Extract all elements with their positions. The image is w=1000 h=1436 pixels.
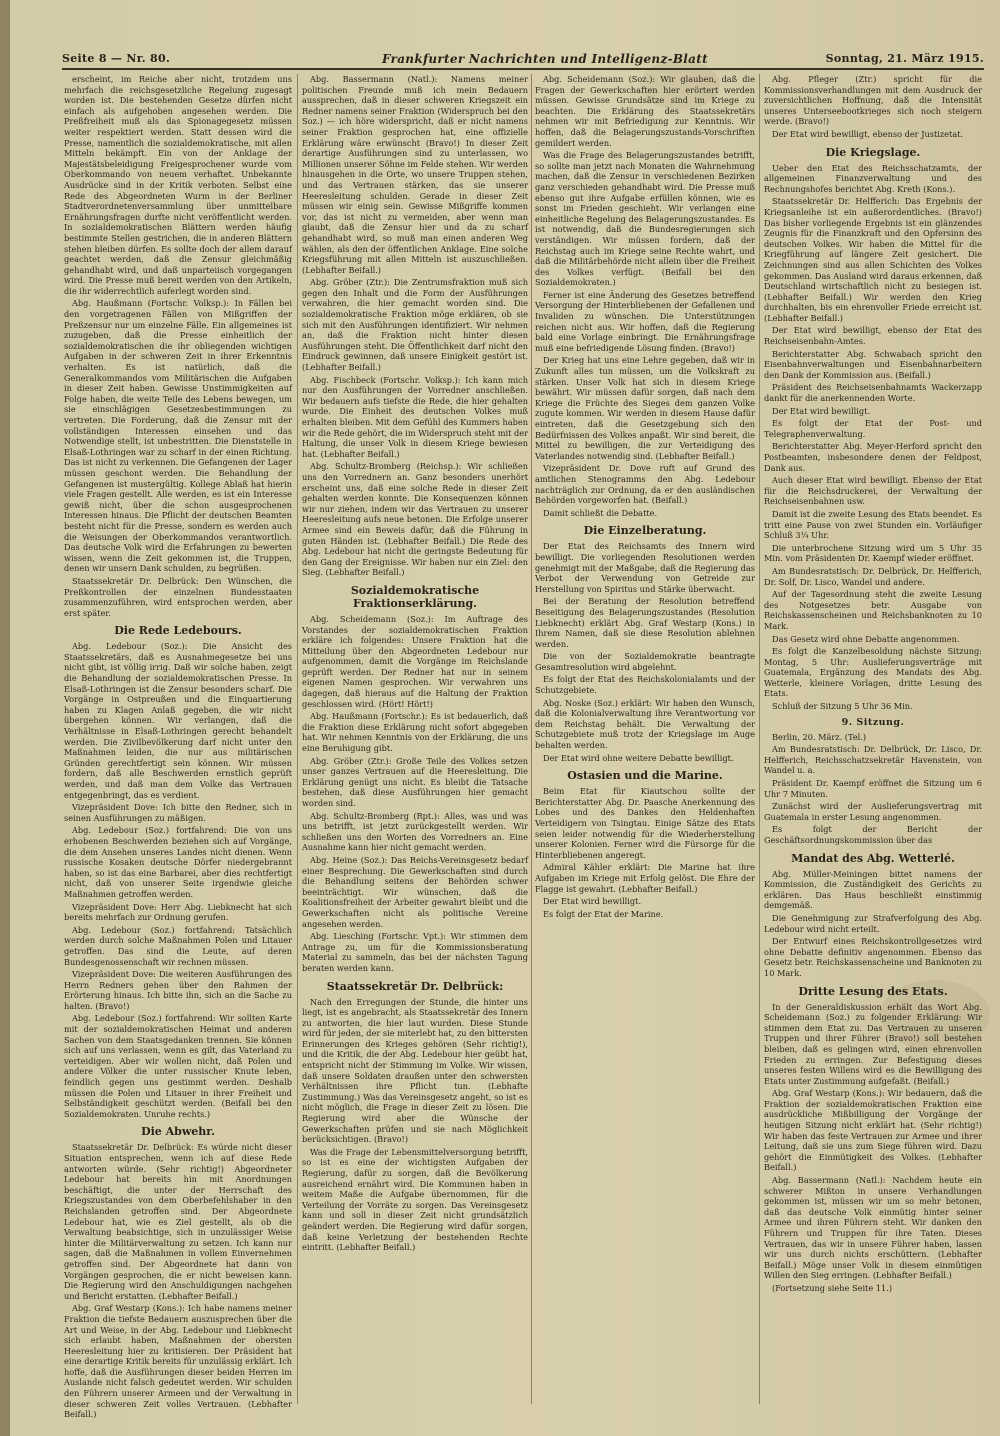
article-paragraph: Präsident Dr. Kaempf eröffnet die Sitzung um 6 Uhr 7 Minuten. [764,778,982,799]
article-paragraph: Der Krieg hat uns eine Lehre gegeben, daß wir in Zukunft alles tun müssen, um die Volkskraft zu stärken. Unser Volk hat sich in diesem Kriege bewährt. Wir müssen dafür sorgen, daß nach dem Kriege die Früchte des Sieges dem ganzen Volke zugute kommen. Wir werden in diesem Hause dafür eintreten, daß die Gesetzgebung sich den Bedürfnissen des Volkes anpaßt. Wir sind bereit, die Mittel zu bewilligen, die zur Verteidigung des Vaterlandes notwendig sind. (Lebhafter Beifall.) [535,355,755,461]
article-paragraph: Es folgt der Bericht der Geschäftsordnungskommission über das [764,824,982,845]
article-paragraph: Abg. Liesching (Fortschr. Vpt.): Wir stimmen dem Antrage zu, um für die Kommissionsberatung Material zu sammeln, das bei der nächsten Tagung beraten werden kann. [302,931,528,973]
article-paragraph: Abg. Ledebour (Soz.) fortfahrend: Wir sollten Karte mit der sozialdemokratischen Heimat und anderen Sachen von dem Staatsgedanken trennen. Sie können sich auf uns verlassen, wenn es gilt, das Vaterland zu verteidigen. Aber wir wollen nicht, daß Polen und andere Völker die unter russischer Knute leben, feindlich gegen uns gestimmt werden. Deshalb müssen die Polen und Litauer in ihrer Freiheit und Selbständigkeit geschützt werden. (Beifall bei den Sozialdemokraten. Unruhe rechts.) [64,1013,292,1119]
article-paragraph: Abg. Ledebour (Soz.) fortfahrend: Tatsächlich werden durch solche Maßnahmen Polen und Litauer getroffen. Das sind die Leute, auf deren Bundesgenossenschaft wir rechnen müssen. [64,924,292,967]
article-paragraph: Ferner ist eine Änderung des Gesetzes betreffend Versorgung der Hinterbliebenen der Gefallenen und Invaliden zu wünschen. Die Unterstützungen reichen nicht aus. Wir hoffen, daß die Regierung bald eine Vorlage einbringt. Die Ernährungsfrage muß eine befriedigende Lösung finden. (Bravo!) [535,289,755,353]
article-paragraph: Es folgt der Etat der Post- und Telegraphenverwaltung. [764,418,982,439]
article-paragraph: Berlin, 20. März. (Tel.) [772,731,867,742]
article-paragraph: Was die Frage des Belagerungszustandes betrifft, so sollte man jetzt nach Monaten die Wahrnehmung machen, daß die Zensur in verschiedenen Bezirken ganz verschieden gehandhabt wird. Die Presse muß ebenso gut ihre Aufgabe erfüllen können, wie es sonst im Frieden geschieht. Wir verlangen eine einheitliche Regelung des Belagerungszustandes. Es ist notwendig, daß die Bundesregierungen sich verständigen. Wir müssen fordern, daß der Reichstag auch im Kriege seine Rechte wahrt, und daß die Militärbehörde nicht allein über die Freiheit des Volkes verfügt. (Beifall bei den Sozialdemokraten.) [535,150,755,288]
section-heading: Sozialdemokratische Fraktionserklärung. [350,583,480,610]
article-paragraph: Abg. Fischbeck (Fortschr. Volksp.): Ich kann mich nur den Ausführungen der Vorredner anschließen. Wir bedauern aufs tiefste die Rede, die hier gehalten wurde. Die Einheit des deutschen Volkes muß erhalten bleiben. Mit dem Gefühl des Kummers haben wir die Rede gehört, die im Widerspruch steht mit der Haltung, die unser Volk in diesem Kriege bewiesen hat. (Lebhafter Beifall.) [302,374,528,459]
article-paragraph: Abg. Müller-Meiningen bittet namens der Kommission, die Zuständigkeit des Gerichts zu erklären. Das Haus beschließt einstimmig demgemäß. [764,868,982,911]
article-paragraph: erscheint, im Reiche aber nicht, trotzdem uns mehrfach die reichsgesetzliche Regelung zugesagt worden ist. Die bestehenden Gesetze dürfen nicht einfach als aufgehoben angesehen werden. Die Preßfreiheit muß als das Spionagegesetz müssen weiter respektiert werden. Statt dessen wird die Presse, namentlich die sozialdemokratische, mit allen Mitteln bekämpft. Ein von der Anklage der Majestätsbeleidigung Freigesprochener wurde vom Oberkommando von neuem verhaftet. Unbekannte Ausdrücke sind in der Kritik verboten. Selbst eine Rede des Abgeordneten Wurm in der Berliner Stadtverordnetenversammlung über unmittelbare Ernährungsfragen durfte nicht veröffentlicht werden. In sozialdemokratischen Blättern werden häufig bestimmte Stellen gestrichen, die in anderen Blättern stehen bleiben dürfen. Es sollte doch der allem darauf geachtet werden, daß die Zensur gleichmäßig gehandhabt wird, und daß unparteiisch vorgegangen wird. Die Presse muß bereit werden von den Artikeln, die ihr widerrechtlich auferlegt worden sind. [64,74,292,296]
article-paragraph: Der Etat wird bewilligt. [543,896,642,907]
article-paragraph: Auch dieser Etat wird bewilligt. Ebenso der Etat für die Reichsdruckerei, der Verwaltung der Reichseisenbahnen usw. [764,475,982,507]
article-paragraph: Abg. Bassermann (Natl.): Nachdem heute ein schwerer Mißton in unsere Verhandlungen gekommen ist, müssen wir um so mehr betonen, daß das deutsche Volk einmütig hinter seiner Armee und ihren Führern steht. Wir danken den Führern und Truppen für ihre Taten. Dieses Vertrauen, das wir in unsere Führer haben, lassen wir uns durch nichts erschüttern. (Lebhafter Beifall.) Möge unser Volk in diesem einmütigen Willen den Sieg erringen. (Lebhafter Beifall.) [764,1175,982,1281]
article-paragraph: Zunächst wird der Auslieferungsvertrag mit Guatemala in erster Lesung angenommen. [764,801,982,822]
article-paragraph: Beim Etat für Kiautschou sollte der Berichterstatter Abg. Dr. Paasche Anerkennung des Lobes und des Dankes den Heldenhaften Verteidigern von Tsingtau. Einige Sätze des Etats seien leider notwendig für die Wiederherstellung unserer Kolonien. Ferner wird die Fürsorge für die Hinterbliebenen angeregt. [535,786,755,860]
article-paragraph: Abg. Schultz-Bromberg (Reichsp.): Wir schließen uns den Vorrednern an. Ganz besonders unerhört erscheint uns, daß eine solche Rede in dieser Zeit gehalten werden konnte. Die Konsequenzen können wir nur ziehen, indem wir das Vertrauen zu unserer Heeresleitung aufs neue betonen. Die Erfolge unserer Armee sind ein Beweis dafür, daß die Führung in guten Händen ist. (Lebhafter Beifall.) Die Rede des Abg. Ledebour hat nicht die geringste Bedeutung für den Gang der Ereignisse. Wir haben nur ein Ziel: den Sieg. (Lebhafter Beifall.) [302,461,528,578]
section-heading: Ostasien und die Marine. [567,769,723,783]
issue-date: Sonntag, 21. März 1915. [825,52,984,65]
page-binding-edge [0,0,10,1436]
column-divider [297,74,298,1404]
column-divider [759,74,760,1404]
article-paragraph: Der Etat des Reichsamts des Innern wird bewilligt. Die vorliegenden Resolutionen werden genehmigt mit der Maßgabe, daß die Regierung das Verbot der Verwendung von Getreide zur Herstellung von Spiritus und Stärke überwacht. [535,541,755,594]
text-column-4 [764,74,982,1404]
article-paragraph: Berichterstatter Abg. Meyer-Herford spricht den Postbeamten, insbesondere denen der Feldpost, Dank aus. [764,441,982,473]
article-paragraph: Abg. Schultz-Bromberg (Rpt.): Alles, was und was uns betrifft, ist jetzt zurückgestellt werden. Wir schließen uns den Worten des Vorredners an. Eine Ausnahme kann hier nicht gemacht werden. [302,810,528,853]
article-paragraph: Abg. Haußmann (Fortschr.): Es ist bedauerlich, daß die Fraktion diese Erklärung nicht sofort abgegeben hat. Wir nehmen Kenntnis von der Erklärung, die uns eine Beruhigung gibt. [302,711,528,754]
article-paragraph: Abg. Gröber (Ztr.): Die Zentrumsfraktion muß sich gegen den Inhalt und die Form der Ausführungen verwahren, die hier gemacht worden sind. Die sozialdemokratische Fraktion möge erklären, ob sie sich mit den Ausführungen identifiziert. Wir nehmen an, daß die Fraktion nicht hinter diesen Ausführungen steht. Die Öffentlichkeit darf nicht den Eindruck gewinnen, daß unsere Einigkeit gestört ist. (Lebhafter Beifall.) [302,277,528,373]
article-paragraph: Der Etat wird bewilligt. [772,405,871,416]
article-paragraph: Das Gesetz wird ohne Debatte angenommen. [772,633,960,644]
article-paragraph: Es folgt der Etat der Marine. [543,908,664,919]
article-paragraph: (Fortsetzung siehe Seite 11.) [772,1282,893,1293]
article-paragraph: Berichterstatter Abg. Schwabach spricht den Eisenbahnverwaltungen und Eisenbahnarbeitern den Dank der Kommission aus. (Beifall.) [764,348,982,380]
article-paragraph: Die unterbrochene Sitzung wird um 5 Uhr 35 Min. vom Präsidenten Dr. Kaempf wieder eröffnet. [764,542,982,564]
section-heading: 9. Sitzung. [841,716,905,728]
article-paragraph: Admiral Kähler erklärt: Die Marine hat ihre Aufgaben im Kriege mit Erfolg gelöst. Die Ehre der Flagge ist gewahrt. (Lebhafter Beifall.) [535,862,755,894]
article-paragraph: Präsident des Reichseisenbahnamts Wackerzapp dankt für die anerkennenden Worte. [764,382,982,404]
section-heading: Staatssekretär Dr. Delbrück: [326,979,504,993]
masthead [62,52,984,68]
article-paragraph: Es folgt die Kanzelbesoldung nächste Sitzung: Montag, 5 Uhr: Auslieferungsverträge mit Guatemala, Ergänzung des Mandats des Abg. Wetterle, kleinere Vorlagen, dritte Lesung des Etats. [764,646,982,699]
article-paragraph: Die von der Sozialdemokratie beantragte Gesamtresolution wird abgelehnt. [535,651,755,672]
article-paragraph: Abg. Graf Westarp (Kons.): Wir bedauern, daß die Fraktion der sozialdemokratischen Fraktion eine ausdrückliche Mißbilligung der Vorgänge der heutigen Sitzung nicht erklärt hat. (Sehr richtig!) Wir haben das feste Vertrauen zur Armee und ihrer Leitung, daß sie uns zum Siege führen wird. Dazu gehört die Einmütigkeit des Volkes. (Lebhafter Beifall.) [764,1088,982,1173]
article-paragraph: Abg. Pfleger (Ztr.) spricht für die Kommissionsverhandlungen mit dem Ausdruck der zuversichtlichen Hoffnung, daß die Intensität unseres Unterseebootkrieges sich noch steigern werde. (Bravo!) [764,74,982,127]
article-paragraph: Vizepräsident Dove: Die weiteren Ausführungen des Herrn Redners gehen über den Rahmen der Erörterung hinaus. Ich bitte ihn, sich an die Sache zu halten. (Bravo!) [64,969,292,1011]
article-paragraph: Abg. Noske (Soz.) erklärt: Wir haben den Wunsch, daß die Kolonialverwaltung ihre Verantwortung vor dem Reichstag behält. Die Verwaltung der Schutzgebiete muß trotz der Kriegslage im Auge behalten werden. [535,697,755,751]
article-paragraph: Vizepräsident Dove: Ich bitte den Redner, sich in seinen Ausführungen zu mäßigen. [64,802,292,823]
article-paragraph: Abg. Bassermann (Natl.): Namens meiner politischen Freunde muß ich mein Bedauern aussprechen, daß in dieser schweren Kriegszeit ein Redner namens seiner Fraktion (Widerspruch bei den Soz.) — ich höre widerspricht, daß er nicht namens seiner Fraktion gesprochen hat, eine offizielle Erklärung wäre erwünscht (Bravo!) In dieser Zeit derartige Ausführungen sind zu unterlassen, wo Millionen unserer Söhne im Felde stehen. Wir werden hinausgehen in die Orte, wo unsere Truppen stehen, und das Vertrauen stärken, das sie unserer Heeresleitung schulden. Gerade in dieser Zeit müssen wir einig sein. Gewisse Mißgriffe kommen vor, das ist nicht zu vermeiden, aber wenn man glaubt, daß die Zensur hier und da zu scharf gehandhabt wird, so muß man einen anderen Weg wählen, als den der öffentlichen Anklage. Eine solche Kriegsführung mit allen Mitteln ist auszuschließen. (Lebhafter Beifall.) [302,74,528,275]
article-paragraph: Der Etat wird bewilligt, ebenso der Etat des Reichseisenbahn-Amtes. [764,325,982,347]
section-heading: Die Kriegslage. [825,145,921,159]
article-paragraph: Der Entwurf eines Reichskontrollgesetzes wird ohne Debatte definitiv angenommen. Ebenso das Gesetz betr. Reichskassenscheine und Banknoten zu 10 Mark. [764,936,982,978]
section-heading: Die Abwehr. [141,1125,215,1139]
column-divider [531,74,532,1404]
section-heading: Mandat des Abg. Wetterlé. [791,851,955,865]
article-paragraph: Damit schließt die Debatte. [543,507,658,518]
text-column-2 [302,74,528,1404]
article-paragraph: Nach den Erregungen der Stunde, die hinter uns liegt, ist es angebracht, als Staatssekretär des Innern zu antworten, die hier laut wurden. Diese Stunde wird für jeden, der sie miterlebt hat, zu den bittersten Erinnerungen des Krieges gehören (Sehr richtig!), und die Kritik, die der Abg. Ledebour hier geübt hat, entspricht nicht der Stimmung im Volke. Wir wissen, daß unsere Soldaten draußen unter den schwersten Verhältnissen ihre Pflicht tun. (Lebhafte Zustimmung.) Was das Vereinsgesetz angeht, so ist es nicht möglich, die Frage in dieser Zeit zu lösen. Die Regierung wird aber die Wünsche der Gewerkschaften prüfen und sie nach Möglichkeit berücksichtigen. (Bravo!) [302,996,528,1145]
article-paragraph: Es folgt der Etat des Reichskolonialamts und der Schutzgebiete. [535,674,755,696]
article-paragraph: Schluß der Sitzung 5 Uhr 36 Min. [772,701,913,712]
article-paragraph: Ueber den Etat des Reichsschatzamts, der allgemeinen Finanzverwaltung und des Rechnungshofes berichtet Abg. Kreth (Kons.). [764,162,982,194]
article-paragraph: Abg. Ledebour (Soz.) fortfahrend: Die von uns erhobenen Beschwerden beziehen sich auf Vorgänge, die dem Ansehen unseres Landes nicht dienen. Wenn russische Kosaken deutsche Dörfer niedergebrannt haben, so ist das eine Barbarei, aber dies rechtfertigt nicht, daß von unserer Seite irgendwie gleiche Maßnahmen getroffen werden. [64,825,292,899]
masthead-rule [62,68,984,70]
article-paragraph: Die Genehmigung zur Strafverfolgung des Abg. Ledebour wird nicht erteilt. [764,912,982,934]
newspaper-title: Frankfurter Nachrichten und Intelligenz-Blatt [382,52,708,66]
article-paragraph: Abg. Scheidemann (Soz.): Wir glauben, daß die Fragen der Gewerkschaften hier erörtert werden müssen. Gewisse Grundsätze sind im Kriege zu beachten. Die Erklärung des Staatssekretärs nehmen wir mit Befriedigung zur Kenntnis. Wir hoffen, daß die Belagerungszustands-Vorschriften gemildert werden. [535,74,755,148]
article-paragraph: In der Generaldiskussion erhält das Wort Abg. Scheidemann (Soz.) zu folgender Erklärung: Wir stimmen dem Etat zu. Das Vertrauen zu unseren Truppen und ihrer Führer (Bravo!) soll bestehen bleiben, daß es gelingen wird, einen ehrenvollen Frieden zu erringen. Zur Befestigung dieses unseres festen Willens wird es die Bewilligung des Etats unter Zustimmung aufgefaßt. (Beifall.) [764,1001,982,1086]
article-paragraph: Abg. Gröber (Ztr.): Große Teile des Volkes setzen unser ganzes Vertrauen auf die Heeresleitung. Die Erklärung genügt uns nicht. Es bleibt die Tatsache bestehen, daß diese Ausführungen hier gemacht worden sind. [302,755,528,808]
article-paragraph: Staatssekretär Dr. Helfferich: Das Ergebnis der Kriegsanleihe ist ein außerordentliches. (Bravo!) Das bisher vorliegende Ergebnis ist ein glänzendes Zeugnis für die Finanzkraft und den Opfersinn des deutschen Volkes. Wir haben die Mittel für die Kriegführung auf längere Zeit gesichert. Die Zeichnungen sind aus allen Schichten des Volkes gekommen. Das Ausland wird daraus erkennen, daß Deutschland wirtschaftlich nicht zu besiegen ist. (Lebhafter Beifall.) Wir werden den Krieg durchhalten, bis ein ehrenvoller Friede erreicht ist. (Lebhafter Beifall.) [764,196,982,323]
article-paragraph: Damit ist die zweite Lesung des Etats beendet. Es tritt eine Pause von zwei Stunden ein. Vorläufiger Schluß 3¼ Uhr. [764,508,982,541]
article-paragraph: Vizepräsident Dove: Herr Abg. Liebknecht hat sich bereits mehrfach zur Ordnung gerufen. [64,901,292,923]
article-paragraph: Was die Frage der Lebensmittelversorgung betrifft, so ist es eine der wichtigsten Aufgaben der Regierung, dafür zu sorgen, daß die Bevölkerung ausreichend ernährt wird. Die Kommunen haben in weitem Maße die Aufgabe übernommen, für die Verteilung der Vorräte zu sorgen. Das Vereinsgesetz kann und soll in dieser Zeit nicht grundsätzlich geändert werden. Die Regierung wird dafür sorgen, daß keine Verletzung der bestehenden Rechte eintritt. (Lebhafter Beifall.) [302,1146,528,1253]
section-heading: Dritte Lesung des Etats. [798,984,948,998]
text-column-3 [535,74,755,1404]
article-paragraph: Der Etat wird ohne weitere Debatte bewilligt. [543,752,734,763]
article-paragraph: Der Etat wird bewilligt, ebenso der Justizetat. [772,128,964,139]
section-heading: Die Rede Ledebours. [114,624,242,638]
article-paragraph: Bei der Beratung der Resolution betreffend Beseitigung des Belagerungszustandes (Resolution Liebknecht) erklärt Abg. Graf Westarp (Kons.) in Ihrem Namen, daß sie diese Resolution ablehnen werden. [535,596,755,649]
article-paragraph: Auf der Tagesordnung steht die zweite Lesung des Notgesetzes betr. Ausgabe von Reichskassenscheinen und Reichsbanknoten zu 10 Mark. [764,589,982,631]
article-paragraph: Staatssekretär Dr. Delbrück: Den Wünschen, die Preßkontrollen der einzelnen Bundesstaaten zusammenzuführen, wird entsprochen werden, aber erst später. [64,575,292,618]
article-paragraph: Abg. Ledebour (Soz.): Die Ansicht des Staatssekretärs, daß es Ausnahmegesetze bei uns nicht gibt, ist völlig irrig. Daß wir solche haben, zeigt die Behandlung der sozialdemokratischen Presse. In Elsaß-Lothringen ist die Zensur besonders scharf. Die Vorgänge in Ostpreußen und die Einquartierung haben zu Klagen Anlaß gegeben, die wir nicht übergehen können. Wir verlangen, daß die Verhältnisse in Elsaß-Lothringen gerecht behandelt werden. Die Zivilbevölkerung darf nicht unter den Maßnahmen leiden, die nur aus militärischen Gründen gerechtfertigt sein können. Wir müssen fordern, daß alle Beschwerden ernstlich geprüft werden, und daß man dem Volke das Vertrauen entgegenbringt, das es verdient. [64,641,292,800]
text-column-1 [64,74,292,1420]
article-paragraph: Abg. Haußmann (Fortschr. Volksp.): In Fällen bei den vorgetragenen Fällen von Mißgriffen der Preßzensur nur um einzelne Fälle. Ein allgemeines ist zuzugeben, daß die Presse einheitlich der sozialdemokratischen die ihr obliegenden wichtigen Aufgaben in der schweren Zeit in ihrer Erkenntnis verhalten. Es ist natürlich, daß die Generalkommandos vom Militärischen die Aufgaben in dieser Zeit haben. Gewisse Unstimmigkeiten auf Folge haben, die weite Teile des Lebens bewegen, um sie einschlägigen Gesetzesbestimmungen zu vertreten. Die Forderung, daß die Zensur mit der vollständigen Interessen einsehen und das Notwendige stellt, ist unbestritten. Die Dienststelle in Elsaß-Lothringen war zu scharf in der einen Richtung. Das ist nicht zu verkennen. Die Gefangenen der Lager müssen geschont werden. Die Behandlung der Gefangenen ist mustergültig. Kollege Ablaß hat hierin viele Fragen gestellt. Alle werden, es ist ein Interesse gewiß nicht, über die schon ausgesprochenen Interessen hinaus. Die Pflicht der deutschen Beamten besteht nicht für die Presse, sondern es werden auch die Weisungen der Oberkommandos verantwortlich. Das deutsche Volk wird die Erfahrungen zu bewerten wissen, wenn die Zeit gekommen ist, die Truppen, denen wir unsern Dank schulden, zu begrüßen. [64,298,292,574]
section-heading: Die Einzelberatung. [583,524,707,538]
article-paragraph: Am Bundesratstisch: Dr. Delbrück, Dr. Helfferich, Dr. Solf, Dr. Lisco, Wandel und andere. [764,565,982,587]
article-paragraph: Abg. Scheidemann (Soz.): Im Auftrage des Vorstandes der sozialdemokratischen Fraktion erkläre ich folgendes: Unsere Fraktion hat die Mitteilung über den Abgeordneten Ledebour nur aufgenommen, damit die Vorgänge im Reichslande geprüft werden. Der Redner hat nur in seinem eigenen Namen gesprochen. Wir verwahren uns dagegen, daß hieraus auf die Haltung der Fraktion geschlossen wird. (Hört! Hört!) [302,613,528,709]
article-paragraph: Am Bundesratstisch: Dr. Delbrück, Dr. Lisco, Dr. Helfferich, Reichsschatzsekretär Havenstein, von Wandel u. a. [764,744,982,776]
article-paragraph: Abg. Graf Westarp (Kons.): Ich habe namens meiner Fraktion die tiefste Bedauern auszusprechen über die Art und Weise, in der Abg. Ledebour und Liebknecht sich erlaubt haben, Maßnahmen der obersten Heeresleitung hier zu kritisieren. Der Präsident hat eine derartige Kritik bereits für unzulässig erklärt. Ich hoffe, daß die Ausführungen dieser beiden Herren im Auslande nicht falsch gedeutet werden. Wir schulden den Führern unserer Armeen und der Verwaltung in dieser schweren Zeit volles Vertrauen. (Lebhafter Beifall.) [64,1303,292,1420]
article-paragraph: Staatssekretär Dr. Delbrück: Es würde nicht dieser Situation entsprechen, wenn ich auf diese Rede antworten würde. (Sehr richtig!) Abgeordneter Ledebour hat bereits hin mit Anordnungen beschäftigt, die unter der Herrschaft des Kriegszustandes von dem Oberbefehlshaber in den Reichslanden getroffen sind. Der Abgeordnete Ledebour hat, wie es Ziel gestellt, als ob die Verwaltung beabsichtige, sich in unzulässiger Weise hinter die Militärverwaltung zu setzen. Ich kann nur sagen, daß die Maßnahmen in vollem Einvernehmen getroffen sind. Der Abgeordnete hat dann von Vorgängen gesprochen, die er nicht beweisen kann. Die Regierung wird den Anschuldigungen nachgehen und Bericht erstatten. (Lebhafter Beifall.) [64,1142,292,1301]
page-number: Seite 8 — Nr. 80. [62,52,171,65]
article-paragraph: Vizepräsident Dr. Dove ruft auf Grund des amtlichen Stenogramms den Abg. Ledebour nachträglich zur Ordnung, da er den ausländischen Behörden vorgeworfen hat. (Beifall.) [535,463,755,506]
article-paragraph: Abg. Heine (Soz.): Das Reichs-Vereinsgesetz bedarf einer Besprechung. Die Gewerkschaften sind durch die Behandlung seitens der Behörden schwer beeinträchtigt. Wir wünschen, daß die Koalitionsfreiheit der Arbeiter gewahrt bleibt und die Gewerkschaften nicht als politische Vereine angesehen werden. [302,854,528,929]
